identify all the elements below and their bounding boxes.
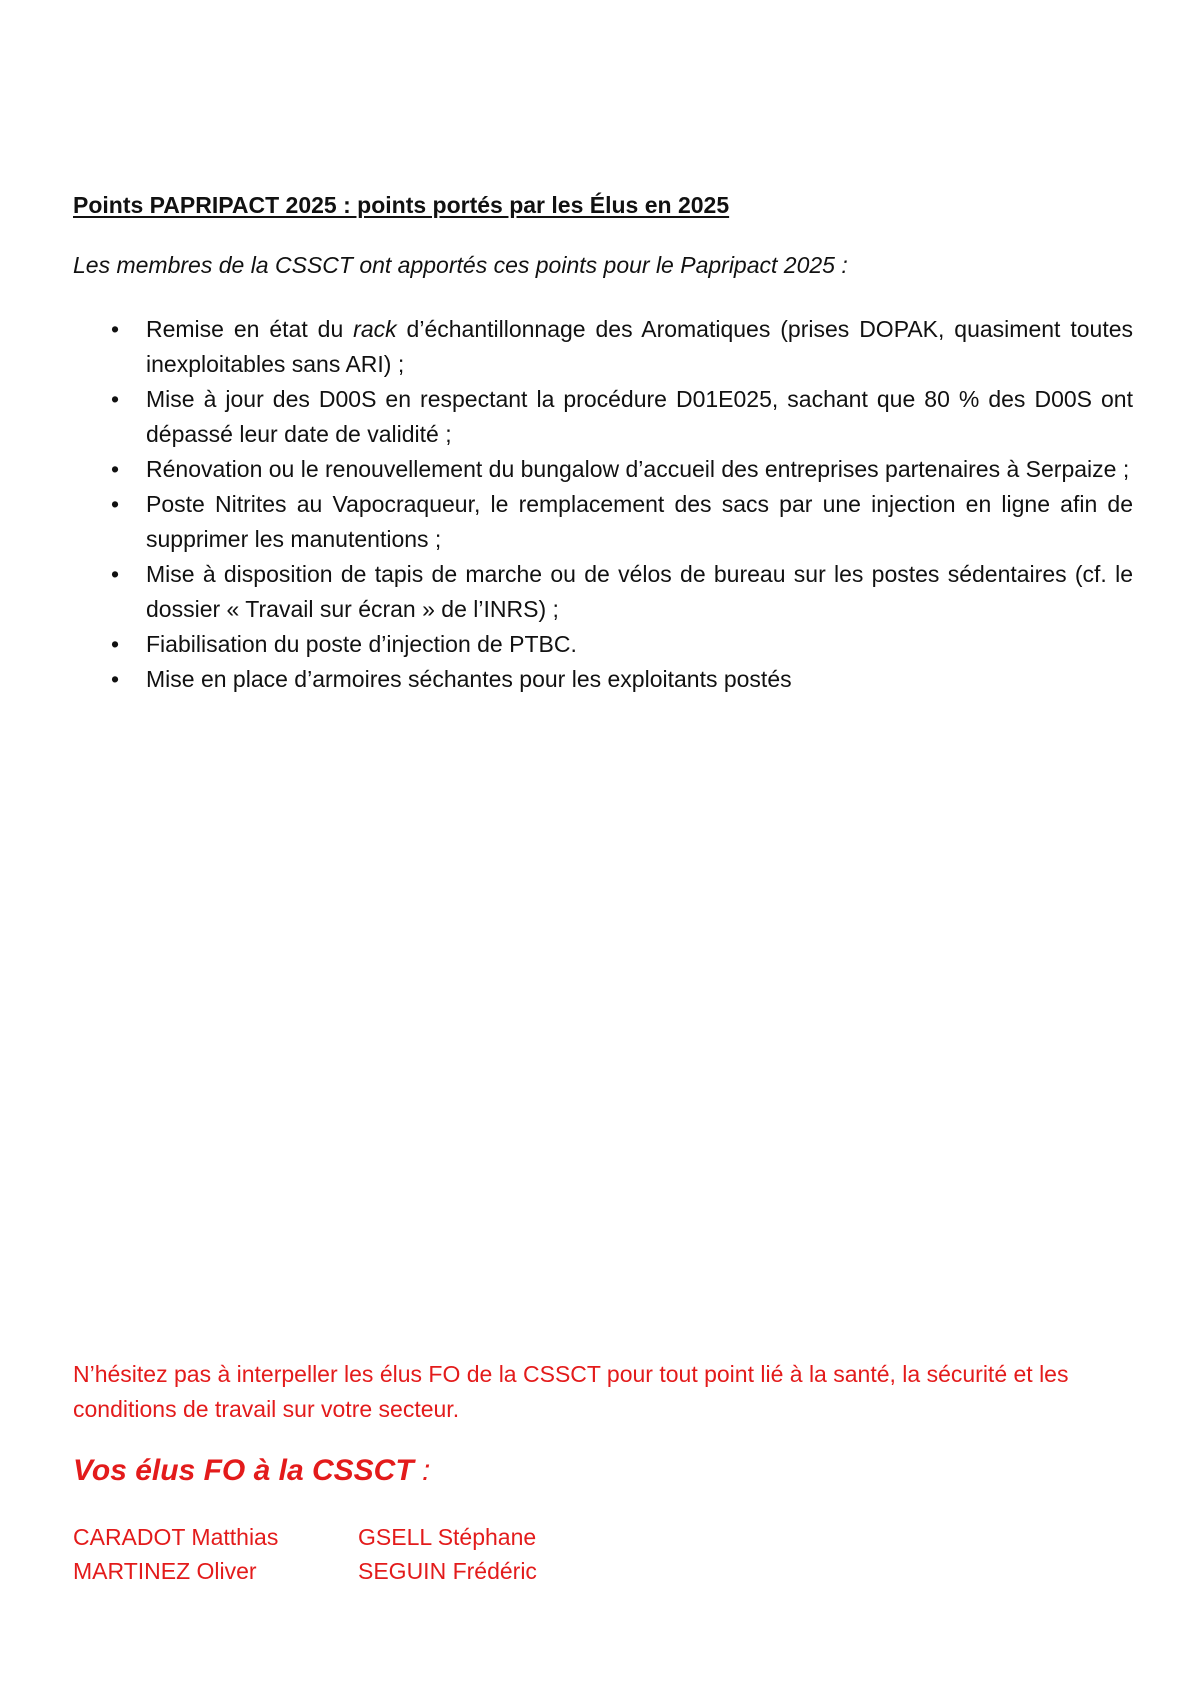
bullet-icon: • [111,631,120,657]
list-item-emphasis: rack [353,316,397,342]
representatives-heading [73,1454,430,1488]
representatives-list [73,1520,593,1588]
bullet-icon: • [111,666,120,692]
list-item-text: Mise à jour des D00S en respectant la procédure D01E025, sachant que 80 % des D00S ont dépassé leur date de validité ; [146,386,1133,447]
list-item-text: Poste Nitrites au Vapocraqueur, le remplacement des sacs par une injection en ligne afin de supprimer les manutentions ; [146,491,1133,552]
representative-name: CARADOT Matthias [73,1524,279,1550]
bullet-icon: • [111,491,120,517]
representatives-heading-colon: : [413,1454,431,1487]
bullet-icon: • [111,456,120,482]
list-item [73,382,1133,452]
list-item [73,452,1133,487]
intro-text: Les membres de la CSSCT ont apportés ces points pour le Papripact 2025 : [73,252,848,278]
list-item-text: Fiabilisation du poste d’injection de PTBC. [146,631,577,657]
list-item-text-cont: d’échantillonnage des Aromatiques (prises DOPAK, quasiment toutes inexploitables sans ARI) ; [146,316,1133,377]
list-item [73,627,1133,662]
bullet-icon: • [111,386,120,412]
list-item-text: Remise en état du [146,316,354,342]
list-item [73,487,1133,557]
list-item-text: Rénovation ou le renouvellement du bungalow d’accueil des entreprises partenaires à Serpaize ; [146,456,1130,482]
contact-callout: N’hésitez pas à interpeller les élus FO de la CSSCT pour tout point lié à la santé, la sécurité et les conditions de travail sur votre secteur. [73,1361,1069,1422]
points-list [73,312,1133,697]
list-item [73,557,1133,627]
bullet-icon: • [111,316,120,342]
representative-name: SEGUIN Frédéric [358,1558,537,1584]
list-item-text: Mise en place d’armoires séchantes pour les exploitants postés [146,666,792,692]
list-item [73,662,1133,697]
bullet-icon: • [111,561,120,587]
page-title: Points PAPRIPACT 2025 : points portés par les Élus en 2025 [73,192,730,218]
representative-name: MARTINEZ Oliver [73,1558,257,1584]
representatives-heading-text: Vos élus FO à la CSSCT [73,1454,414,1487]
representative-name: GSELL Stéphane [358,1524,537,1550]
list-item [73,312,1133,382]
list-item-text: Mise à disposition de tapis de marche ou de vélos de bureau sur les postes sédentaires (cf. le dossier « Travail sur écran » de l’INRS) ; [146,561,1133,622]
